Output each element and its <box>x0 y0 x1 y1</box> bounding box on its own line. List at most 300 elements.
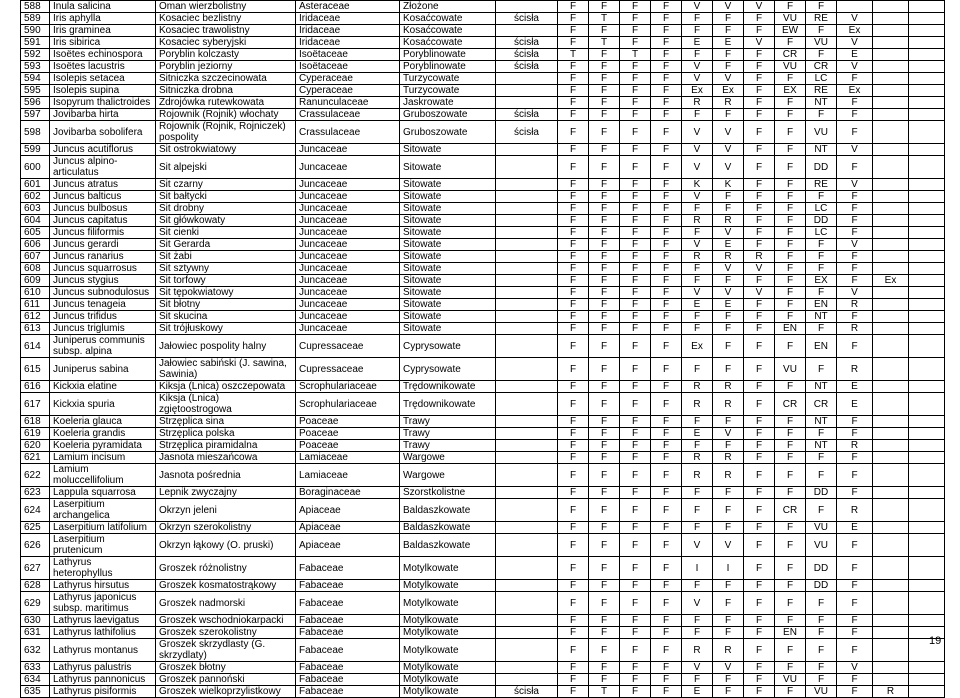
status-cell: F <box>713 487 744 499</box>
protection-status <box>496 85 558 97</box>
status-cell: F <box>775 381 806 393</box>
status-cell: F <box>775 1 806 13</box>
status-cell <box>873 227 909 239</box>
status-cell: F <box>837 674 873 686</box>
status-cell: V <box>682 121 713 144</box>
status-cell <box>873 49 909 61</box>
status-cell: F <box>713 13 744 25</box>
status-cell: F <box>558 109 589 121</box>
status-cell <box>873 522 909 534</box>
status-cell: V <box>713 156 744 179</box>
status-cell <box>909 358 945 381</box>
status-cell: LC <box>806 203 837 215</box>
polish-name: Strzęplica polska <box>156 428 296 440</box>
status-cell: F <box>682 49 713 61</box>
status-cell: F <box>837 73 873 85</box>
status-cell: F <box>651 440 682 452</box>
status-cell: F <box>589 203 620 215</box>
row-number: 609 <box>21 275 50 287</box>
protection-status <box>496 416 558 428</box>
status-cell: F <box>806 464 837 487</box>
status-cell: V <box>837 61 873 73</box>
latin-name: Juncus filiformis <box>50 227 156 239</box>
latin-name: Juncus balticus <box>50 191 156 203</box>
row-number: 594 <box>21 73 50 85</box>
status-cell: F <box>806 358 837 381</box>
status-cell: F <box>651 97 682 109</box>
latin-name: Koeleria pyramidata <box>50 440 156 452</box>
status-cell: DD <box>806 487 837 499</box>
protection-status <box>496 311 558 323</box>
status-cell: R <box>713 393 744 416</box>
status-cell <box>873 452 909 464</box>
latin-name: Lathyrus palustris <box>50 662 156 674</box>
status-cell: F <box>620 215 651 227</box>
status-cell: F <box>620 464 651 487</box>
status-cell: F <box>775 615 806 627</box>
polish-name: Sit czarny <box>156 179 296 191</box>
status-cell: F <box>620 311 651 323</box>
polish-name: Zdrojówka rutewkowata <box>156 97 296 109</box>
family-latin: Iridaceae <box>296 13 400 25</box>
table-row <box>21 416 945 428</box>
latin-name: Juncus atratus <box>50 179 156 191</box>
status-cell <box>909 251 945 263</box>
status-cell: F <box>558 144 589 156</box>
status-cell <box>909 49 945 61</box>
status-cell: F <box>589 1 620 13</box>
status-cell: F <box>589 393 620 416</box>
status-cell: F <box>589 25 620 37</box>
status-cell: F <box>589 416 620 428</box>
status-cell <box>909 73 945 85</box>
status-cell: DD <box>806 215 837 227</box>
family-latin: Juncaceae <box>296 251 400 263</box>
status-cell <box>909 534 945 557</box>
status-cell <box>873 580 909 592</box>
family-polish: Cyprysowate <box>400 335 496 358</box>
family-latin: Iridaceae <box>296 37 400 49</box>
status-cell: F <box>837 534 873 557</box>
status-cell <box>873 416 909 428</box>
row-number: 601 <box>21 179 50 191</box>
status-cell: F <box>775 287 806 299</box>
status-cell: VU <box>775 674 806 686</box>
status-cell: F <box>651 299 682 311</box>
latin-name: Juncus acutiflorus <box>50 144 156 156</box>
family-polish: Motylkowate <box>400 686 496 698</box>
family-polish: Trędownikowate <box>400 381 496 393</box>
status-cell: F <box>744 674 775 686</box>
family-latin: Poaceae <box>296 416 400 428</box>
status-cell: R <box>713 464 744 487</box>
family-latin: Juncaceae <box>296 227 400 239</box>
status-cell: F <box>651 73 682 85</box>
status-cell: NT <box>806 97 837 109</box>
status-cell: F <box>620 73 651 85</box>
row-number: 613 <box>21 323 50 335</box>
status-cell <box>873 251 909 263</box>
row-number: 633 <box>21 662 50 674</box>
status-cell: VU <box>775 13 806 25</box>
status-cell: F <box>589 440 620 452</box>
table-row <box>21 592 945 615</box>
status-cell <box>873 557 909 580</box>
status-cell: F <box>651 393 682 416</box>
family-latin: Cupressaceae <box>296 335 400 358</box>
polish-name: Sitniczka drobna <box>156 85 296 97</box>
family-latin: Juncaceae <box>296 156 400 179</box>
polish-name: Sit drobny <box>156 203 296 215</box>
status-cell: F <box>651 85 682 97</box>
status-cell: F <box>558 464 589 487</box>
status-cell: F <box>775 686 806 698</box>
status-cell: F <box>744 13 775 25</box>
family-polish: Kosaćcowate <box>400 37 496 49</box>
status-cell: F <box>744 156 775 179</box>
status-cell: F <box>806 251 837 263</box>
status-cell: RE <box>806 13 837 25</box>
status-cell: F <box>620 534 651 557</box>
family-polish: Poryblinowate <box>400 49 496 61</box>
status-cell: F <box>775 522 806 534</box>
status-cell <box>873 215 909 227</box>
status-cell: F <box>651 13 682 25</box>
status-cell: F <box>682 580 713 592</box>
latin-name: Jovibarba hirta <box>50 109 156 121</box>
status-cell: F <box>558 156 589 179</box>
status-cell: F <box>651 1 682 13</box>
status-cell: F <box>744 299 775 311</box>
table-row <box>21 487 945 499</box>
family-latin: Poaceae <box>296 428 400 440</box>
status-cell <box>873 440 909 452</box>
status-cell: F <box>837 416 873 428</box>
protection-status <box>496 358 558 381</box>
status-cell: F <box>744 73 775 85</box>
status-cell <box>873 263 909 275</box>
status-cell: F <box>806 49 837 61</box>
status-cell: F <box>620 37 651 49</box>
status-cell: F <box>558 13 589 25</box>
status-cell: F <box>744 615 775 627</box>
protection-status <box>496 275 558 287</box>
status-cell: F <box>744 522 775 534</box>
polish-name: Lepnik zwyczajny <box>156 487 296 499</box>
status-cell: V <box>713 287 744 299</box>
status-cell: F <box>713 61 744 73</box>
status-cell: K <box>682 179 713 191</box>
table-row <box>21 393 945 416</box>
status-cell <box>873 464 909 487</box>
row-number: 614 <box>21 335 50 358</box>
status-cell: F <box>651 416 682 428</box>
status-cell: V <box>713 121 744 144</box>
status-cell: R <box>873 686 909 698</box>
protection-status: ścisła <box>496 61 558 73</box>
status-cell: F <box>775 73 806 85</box>
status-cell <box>873 239 909 251</box>
latin-name: Juncus triglumis <box>50 323 156 335</box>
status-cell: F <box>651 464 682 487</box>
family-polish: Złożone <box>400 1 496 13</box>
status-cell: V <box>713 263 744 275</box>
status-cell: F <box>682 109 713 121</box>
status-cell: F <box>558 557 589 580</box>
family-polish: Motylkowate <box>400 592 496 615</box>
protection-status <box>496 299 558 311</box>
table-row <box>21 263 945 275</box>
status-cell: F <box>620 674 651 686</box>
protection-status: ścisła <box>496 13 558 25</box>
latin-name: Iris sibirica <box>50 37 156 49</box>
status-cell: NT <box>806 381 837 393</box>
status-cell: F <box>620 428 651 440</box>
status-cell: V <box>744 287 775 299</box>
polish-name: Groszek skrzydlasty (G. skrzydlaty) <box>156 639 296 662</box>
family-latin: Isoëtaceae <box>296 49 400 61</box>
protection-status: ścisła <box>496 121 558 144</box>
row-number: 623 <box>21 487 50 499</box>
polish-name: Groszek różnolistny <box>156 557 296 580</box>
status-cell: F <box>620 440 651 452</box>
status-cell: V <box>744 263 775 275</box>
family-latin: Asteraceae <box>296 1 400 13</box>
family-polish: Motylkowate <box>400 674 496 686</box>
family-polish: Sitowate <box>400 215 496 227</box>
status-cell: F <box>651 191 682 203</box>
status-cell: R <box>713 215 744 227</box>
table-row <box>21 156 945 179</box>
status-cell: CR <box>775 499 806 522</box>
family-polish: Sitowate <box>400 144 496 156</box>
status-cell: F <box>589 323 620 335</box>
polish-name: Rojownik (Rojnik) włochaty <box>156 109 296 121</box>
status-cell: F <box>651 227 682 239</box>
table-row <box>21 299 945 311</box>
family-polish: Baldaszkowate <box>400 522 496 534</box>
status-cell <box>873 73 909 85</box>
status-cell: F <box>558 323 589 335</box>
status-cell: EW <box>775 25 806 37</box>
status-cell: F <box>558 440 589 452</box>
latin-name: Lathyrus laevigatus <box>50 615 156 627</box>
status-cell <box>873 299 909 311</box>
status-cell: R <box>682 251 713 263</box>
latin-name: Lathyrus pannonicus <box>50 674 156 686</box>
family-polish: Motylkowate <box>400 627 496 639</box>
status-cell: F <box>837 263 873 275</box>
latin-name: Lathyrus hirsutus <box>50 580 156 592</box>
status-cell: F <box>744 381 775 393</box>
status-cell: F <box>651 534 682 557</box>
family-latin: Apiaceae <box>296 499 400 522</box>
row-number: 626 <box>21 534 50 557</box>
status-cell: F <box>589 49 620 61</box>
status-cell <box>909 662 945 674</box>
row-number: 621 <box>21 452 50 464</box>
latin-name: Koeleria grandis <box>50 428 156 440</box>
status-cell: F <box>589 639 620 662</box>
protection-status <box>496 1 558 13</box>
status-cell: V <box>682 662 713 674</box>
status-cell: NT <box>806 440 837 452</box>
status-cell <box>873 37 909 49</box>
family-latin: Fabaceae <box>296 557 400 580</box>
row-number: 618 <box>21 416 50 428</box>
status-cell: V <box>837 239 873 251</box>
row-number: 632 <box>21 639 50 662</box>
family-latin: Apiaceae <box>296 522 400 534</box>
polish-name: Rojownik (Rojnik, Rojniczek) pospolity <box>156 121 296 144</box>
status-cell <box>909 25 945 37</box>
status-cell <box>837 1 873 13</box>
status-cell: F <box>744 416 775 428</box>
status-cell: V <box>682 191 713 203</box>
family-latin: Juncaceae <box>296 191 400 203</box>
status-cell: F <box>558 335 589 358</box>
status-cell: F <box>744 335 775 358</box>
status-cell <box>909 85 945 97</box>
table-row <box>21 85 945 97</box>
status-cell: F <box>651 662 682 674</box>
status-cell: F <box>775 452 806 464</box>
status-cell: V <box>837 287 873 299</box>
status-cell: F <box>620 121 651 144</box>
status-cell: F <box>651 275 682 287</box>
status-cell: F <box>682 440 713 452</box>
row-number: 629 <box>21 592 50 615</box>
status-cell: F <box>713 522 744 534</box>
status-cell: F <box>589 592 620 615</box>
status-cell: F <box>558 393 589 416</box>
status-cell: F <box>837 156 873 179</box>
status-cell: F <box>558 499 589 522</box>
table-row <box>21 335 945 358</box>
row-number: 617 <box>21 393 50 416</box>
status-cell: F <box>620 557 651 580</box>
status-cell: V <box>682 534 713 557</box>
status-cell: F <box>682 263 713 275</box>
row-number: 598 <box>21 121 50 144</box>
status-cell: F <box>775 464 806 487</box>
status-cell: F <box>806 499 837 522</box>
status-cell: F <box>837 639 873 662</box>
row-number: 615 <box>21 358 50 381</box>
status-cell: F <box>558 263 589 275</box>
family-polish: Motylkowate <box>400 615 496 627</box>
protection-status <box>496 627 558 639</box>
status-cell <box>909 580 945 592</box>
status-cell: F <box>682 499 713 522</box>
status-cell: F <box>775 428 806 440</box>
status-cell: F <box>775 239 806 251</box>
status-cell: F <box>713 25 744 37</box>
family-latin: Juncaceae <box>296 203 400 215</box>
latin-name: Lathyrus lathifolius <box>50 627 156 639</box>
status-cell: F <box>651 381 682 393</box>
status-cell: F <box>744 592 775 615</box>
status-cell: VU <box>806 534 837 557</box>
status-cell: F <box>620 580 651 592</box>
family-polish: Sitowate <box>400 156 496 179</box>
latin-name: Juncus trifidus <box>50 311 156 323</box>
status-cell: E <box>713 239 744 251</box>
status-cell: F <box>744 662 775 674</box>
status-cell: F <box>589 121 620 144</box>
status-cell: F <box>558 37 589 49</box>
status-cell: F <box>775 179 806 191</box>
status-cell: F <box>558 85 589 97</box>
status-cell: F <box>651 428 682 440</box>
table-row <box>21 464 945 487</box>
family-polish: Sitowate <box>400 287 496 299</box>
status-cell: V <box>682 73 713 85</box>
status-cell: F <box>682 275 713 287</box>
status-cell <box>909 191 945 203</box>
status-cell <box>873 499 909 522</box>
status-cell: F <box>589 263 620 275</box>
latin-name: Juncus tenageia <box>50 299 156 311</box>
latin-name: Isolepis supina <box>50 85 156 97</box>
status-cell: F <box>558 203 589 215</box>
status-cell: F <box>558 287 589 299</box>
status-cell: E <box>837 49 873 61</box>
protection-status <box>496 557 558 580</box>
status-cell: F <box>775 580 806 592</box>
latin-name: Lathyrus montanus <box>50 639 156 662</box>
status-cell: F <box>620 85 651 97</box>
row-number: 630 <box>21 615 50 627</box>
polish-name: Sit żabi <box>156 251 296 263</box>
status-cell <box>873 25 909 37</box>
table-row <box>21 580 945 592</box>
status-cell: F <box>682 416 713 428</box>
family-polish: Motylkowate <box>400 557 496 580</box>
status-cell <box>909 416 945 428</box>
status-cell: F <box>806 191 837 203</box>
status-cell: R <box>713 452 744 464</box>
row-number: 593 <box>21 61 50 73</box>
protection-status <box>496 263 558 275</box>
status-cell: F <box>775 487 806 499</box>
table-row <box>21 73 945 85</box>
status-cell: VU <box>775 358 806 381</box>
polish-name: Groszek nadmorski <box>156 592 296 615</box>
status-cell: F <box>713 499 744 522</box>
table-row <box>21 686 945 698</box>
status-cell: V <box>682 156 713 179</box>
protection-status: ścisła <box>496 686 558 698</box>
table-row <box>21 37 945 49</box>
status-cell: F <box>620 499 651 522</box>
latin-name: Isopyrum thalictroides <box>50 97 156 109</box>
status-cell: R <box>837 299 873 311</box>
row-number: 607 <box>21 251 50 263</box>
status-cell: F <box>837 580 873 592</box>
table-row <box>21 358 945 381</box>
status-cell: F <box>620 323 651 335</box>
status-cell: V <box>682 239 713 251</box>
family-polish: Sitowate <box>400 275 496 287</box>
status-cell <box>909 239 945 251</box>
table-row <box>21 674 945 686</box>
status-cell <box>909 37 945 49</box>
status-cell: F <box>806 592 837 615</box>
status-cell: F <box>651 592 682 615</box>
status-cell: F <box>837 615 873 627</box>
polish-name: Sit Gerarda <box>156 239 296 251</box>
